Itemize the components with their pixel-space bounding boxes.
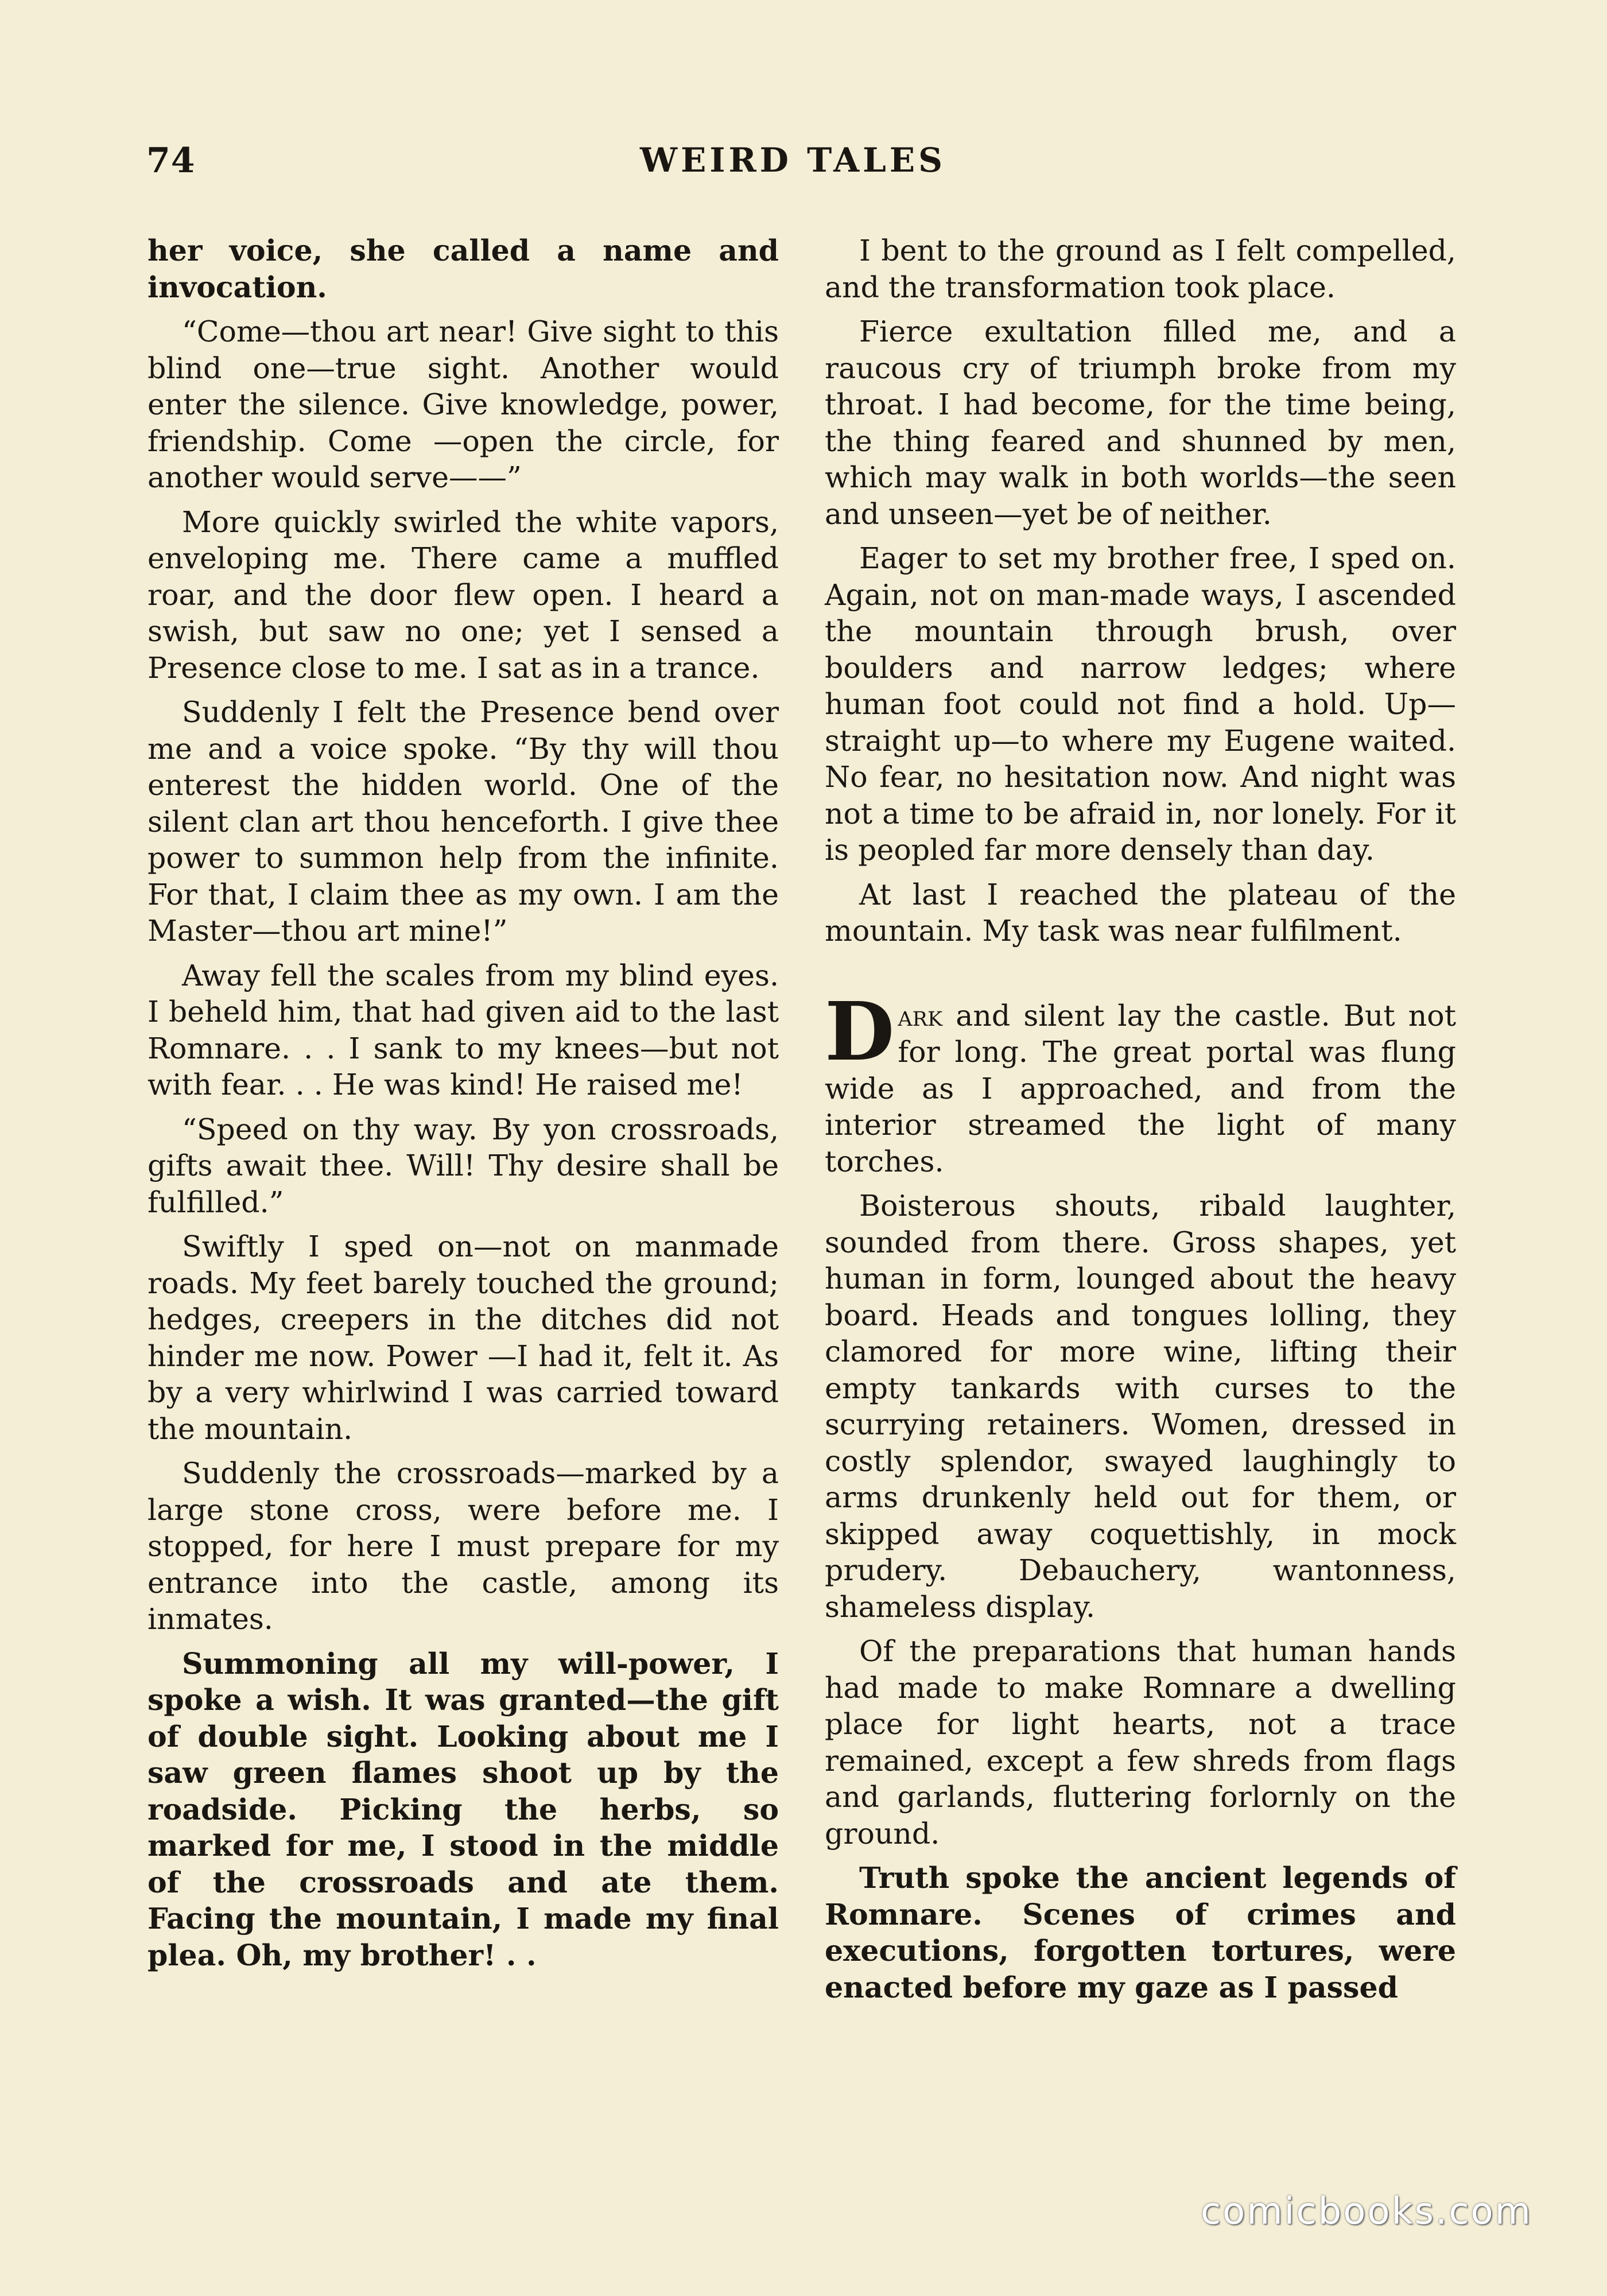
paragraph: At last I reached the plateau of the mountain. My task was near fulfilment. xyxy=(825,877,1456,948)
right-column xyxy=(825,232,1456,2014)
paragraph: Eager to set my brother free, I sped on. Again, not on man-made ways, I ascended the mountain through brush, over boulders and narrow ledges; where human foot could not find a hold. Up—straight up—to where my Eugene waited. No fear, no hesitation now. And night was not a time to be afraid in, nor lonely. For it is peopled far more densely than day. xyxy=(825,541,1456,867)
paragraph: More quickly swirled the white vapors, enveloping me. There came a muffled roar, and the door flew open. I heard a swish, but saw no one; yet I sensed a Presence close to me. I sat as in a trance. xyxy=(147,505,779,685)
section-opening-paragraph xyxy=(825,984,1456,1180)
section-break xyxy=(825,957,1456,998)
opening-text: and silent lay the castle. But not for long. The great portal was flung wide as I approached, and from the interior streamed the light of many torches. xyxy=(825,998,1456,1178)
drop-cap: D xyxy=(825,984,895,1079)
running-head xyxy=(146,141,1466,192)
paragraph: I bent to the ground as I felt compelled, and the transformation took place. xyxy=(825,234,1456,304)
paragraph: Suddenly I felt the Presence bend over me and a voice spoke. “By thy will thou enterest the hidden world. One of the silent clan art thou henceforth. I give thee power to summon help from the infinite. For that, I claim thee as my own. I am the Master—thou art mine!” xyxy=(147,695,779,948)
watermark-logo: comicbooks.com xyxy=(1200,2190,1532,2233)
paragraph: Away fell the scales from my blind eyes. I beheld him, that had given aid to the last Romnare. . . I sank to my knees—but not with fear. . . He was kind! He raised me! xyxy=(147,958,779,1102)
paragraph: Summoning all my will-power, I spoke a wish. It was granted—the gift of double sight. Looking about me I saw green flames shoot up by the roadside. Picking the herbs, so marked for me, I stood in the middle of the crossroads and ate them. Facing the mountain, I made my final plea. Oh, my brother! . . xyxy=(147,1646,779,1972)
magazine-title: WEIRD TALES xyxy=(640,141,946,180)
paragraph: Of the preparations that human hands had made to make Romnare a dwelling place for light hearts, not a trace remained, except a few shreds from flags and garlands, fluttering forlornly on the ground. xyxy=(825,1634,1456,1851)
paragraph: Fierce exultation filled me, and a raucous cry of triumph broke from my throat. I had become, for the time being, the thing feared and shunned by men, which may walk in both worlds—the seen and unseen—yet be of neither. xyxy=(825,315,1456,531)
paragraph: Truth spoke the ancient legends of Romnare. Scenes of crimes and executions, forgotten tortures, were enacted before my gaze as I passed xyxy=(825,1861,1456,2004)
paragraph: Swiftly I sped on—not on manmade roads. My feet barely touched the ground; hedges, creepers in the ditches did not hinder me now. Power —I had it, felt it. As by a very whirlwind I was carried toward the mountain. xyxy=(147,1230,779,1446)
paragraph: “Speed on thy way. By yon crossroads, gifts await thee. Will! Thy desire shall be fulfilled.” xyxy=(147,1112,779,1219)
paragraph: “Come—thou art near! Give sight to this blind one—true sight. Another would enter the silence. Give knowledge, power, friendship. Come —open the circle, for another would serve——” xyxy=(147,315,779,494)
drop-cap-word-rest: ark xyxy=(898,998,943,1033)
paragraph: her voice, she called a name and invocation. xyxy=(147,234,779,304)
paragraph: Suddenly the crossroads—marked by a large stone cross, were before me. I stopped, for here I must prepare for my entrance into the castle, among its inmates. xyxy=(147,1456,779,1636)
left-column xyxy=(147,232,779,1981)
page-number: 74 xyxy=(146,141,196,181)
paragraph: Boisterous shouts, ribald laughter, sounded from there. Gross shapes, yet human in form, lounged about the heavy board. Heads and tongues lolling, they clamored for more wine, lifting their empty tankards with curses to the scurrying retainers. Women, dressed in costly splendor, swayed laughingly to arms drunkenly held out for them, or skipped away coquettishly, in mock prudery. Debauchery, wantonness, shameless display. xyxy=(825,1189,1456,1624)
